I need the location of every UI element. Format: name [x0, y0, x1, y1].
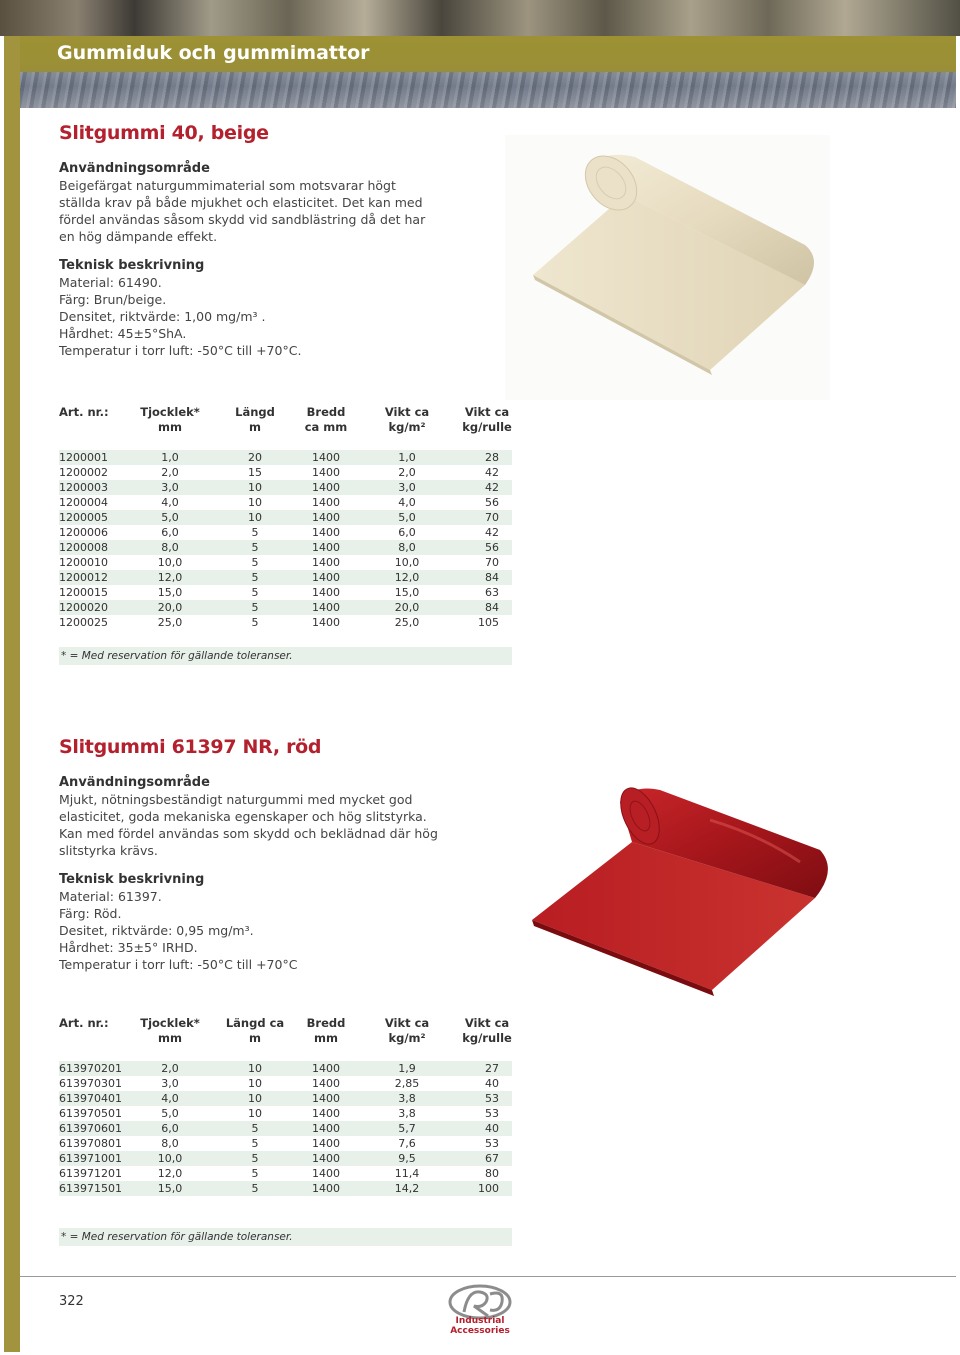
col-header: Vikt ca kg/m² — [384, 1016, 430, 1045]
tech-line: Temperatur i torr luft: -50°C till +70°C. — [59, 343, 302, 358]
table-cell: 1400 — [312, 1152, 340, 1165]
table-cell: 10,0 — [394, 556, 420, 569]
table-cell: 3,0 — [161, 481, 179, 494]
table-cell: 613971501 — [59, 1182, 122, 1195]
table-cell: 25,0 — [394, 616, 420, 629]
table-cell: 12,0 — [394, 571, 420, 584]
table-cell: 63 — [485, 586, 499, 599]
table-row — [59, 525, 512, 540]
usage-line: slitstyrka krävs. — [59, 843, 158, 858]
table-cell: 8,0 — [398, 541, 416, 554]
col-header: Vikt ca kg/rulle — [462, 405, 512, 434]
table-cell: 4,0 — [161, 1092, 179, 1105]
table-cell: 20,0 — [157, 601, 183, 614]
red-rubber-roll-photo — [520, 780, 830, 1005]
table-row — [59, 555, 512, 570]
page-number: 322 — [59, 1294, 84, 1309]
table-cell: 5 — [251, 601, 259, 614]
col-header: Längd m — [235, 405, 275, 434]
table-row — [59, 510, 512, 525]
table-cell: 3,8 — [398, 1092, 416, 1105]
usage-heading: Användningsområde — [59, 161, 210, 176]
col-header: Bredd ca mm — [304, 405, 348, 434]
table-cell: 613970301 — [59, 1077, 122, 1090]
table-cell: 84 — [485, 601, 499, 614]
tech-line: Temperatur i torr luft: -50°C till +70°C — [59, 957, 298, 972]
tech-line: Densitet, riktvärde: 1,00 mg/m³ . — [59, 309, 266, 324]
table-cell: 10 — [248, 496, 262, 509]
table-row — [59, 1076, 512, 1091]
table-cell: 1200005 — [59, 511, 108, 524]
table-cell: 5 — [251, 1182, 259, 1195]
table-cell: 10 — [248, 1077, 262, 1090]
table-cell: 10 — [248, 1062, 262, 1075]
table-row — [59, 1136, 512, 1151]
table-cell: 25,0 — [157, 616, 183, 629]
table-cell: 80 — [485, 1167, 499, 1180]
table-cell: 84 — [485, 571, 499, 584]
table-cell: 70 — [485, 511, 499, 524]
tech-line: Färg: Brun/beige. — [59, 292, 167, 307]
section-slitgummi-61397 — [59, 736, 519, 973]
table-cell: 1400 — [312, 1092, 340, 1105]
table-cell: 1200015 — [59, 586, 108, 599]
table-cell: 5 — [251, 1137, 259, 1150]
section-title: Slitgummi 61397 NR, röd — [59, 736, 322, 758]
table-header — [59, 405, 512, 439]
table-cell: 10 — [248, 511, 262, 524]
table-cell: 3,0 — [398, 481, 416, 494]
table-row — [59, 465, 512, 480]
tech-line: Hårdhet: 35±5° IRHD. — [59, 940, 198, 955]
usage-line: ställda krav på både mjukhet och elasticitet. Det kan med — [59, 195, 423, 210]
table-cell: 1400 — [312, 571, 340, 584]
table-row — [59, 1181, 512, 1196]
table-cell: 53 — [485, 1107, 499, 1120]
table-row — [59, 570, 512, 585]
table-cell: 3,8 — [398, 1107, 416, 1120]
table-cell: 1400 — [312, 541, 340, 554]
table-cell: 5 — [251, 571, 259, 584]
table-cell: 1400 — [312, 601, 340, 614]
table-cell: 1400 — [312, 481, 340, 494]
table-cell: 1200002 — [59, 466, 108, 479]
table-cell: 20 — [248, 451, 262, 464]
col-header: Vikt ca kg/rulle — [462, 1016, 512, 1045]
table-cell: 1,0 — [398, 451, 416, 464]
product-table-1 — [59, 405, 512, 629]
table-cell: 1200020 — [59, 601, 108, 614]
table-cell: 1200006 — [59, 526, 108, 539]
table-cell: 4,0 — [161, 496, 179, 509]
table-cell: 6,0 — [161, 1122, 179, 1135]
table-cell: 1400 — [312, 511, 340, 524]
table-cell: 5 — [251, 616, 259, 629]
usage-line: fördel användas såsom skydd vid sandblästring då det har — [59, 212, 426, 227]
table-row — [59, 615, 512, 630]
table-cell: 42 — [485, 526, 499, 539]
footnote: * = Med reservation för gällande toleranser. — [59, 647, 512, 665]
tech-line: Material: 61397. — [59, 889, 162, 904]
table-cell: 1400 — [312, 526, 340, 539]
table-cell: 1200004 — [59, 496, 108, 509]
table-cell: 20,0 — [394, 601, 420, 614]
table-row — [59, 585, 512, 600]
table-cell: 12,0 — [157, 571, 183, 584]
table-cell: 1200008 — [59, 541, 108, 554]
table-cell: 53 — [485, 1137, 499, 1150]
table-cell: 11,4 — [394, 1167, 420, 1180]
table-cell: 1400 — [312, 1167, 340, 1180]
table-cell: 1400 — [312, 1077, 340, 1090]
usage-line: Beigefärgat naturgummimaterial som motsvarar högt — [59, 178, 396, 193]
section-title: Slitgummi 40, beige — [59, 122, 269, 144]
table-cell: 1400 — [312, 1182, 340, 1195]
tech-line: Hårdhet: 45±5°ShA. — [59, 326, 187, 341]
table-cell: 5 — [251, 541, 259, 554]
table-cell: 12,0 — [157, 1167, 183, 1180]
footer-divider — [20, 1276, 956, 1277]
table-cell: 613970501 — [59, 1107, 122, 1120]
table-cell: 5 — [251, 1152, 259, 1165]
table-cell: 10,0 — [157, 556, 183, 569]
table-cell: 613970401 — [59, 1092, 122, 1105]
table-cell: 5,0 — [161, 511, 179, 524]
col-header: Vikt ca kg/m² — [384, 405, 430, 434]
table-cell: 1400 — [312, 586, 340, 599]
table-cell: 613970601 — [59, 1122, 122, 1135]
table-row — [59, 1061, 512, 1076]
table-cell: 4,0 — [398, 496, 416, 509]
table-cell: 15,0 — [157, 586, 183, 599]
col-header: Art. nr.: — [59, 405, 109, 419]
table-cell: 1200012 — [59, 571, 108, 584]
table-cell: 14,2 — [394, 1182, 420, 1195]
table-row — [59, 495, 512, 510]
table-row — [59, 1106, 512, 1121]
table-cell: 56 — [485, 541, 499, 554]
table-cell: 1400 — [312, 616, 340, 629]
table-cell: 27 — [485, 1062, 499, 1075]
header-texture — [20, 72, 956, 108]
table-cell: 2,85 — [394, 1077, 420, 1090]
table-cell: 15,0 — [394, 586, 420, 599]
table-row — [59, 1151, 512, 1166]
table-cell: 1200025 — [59, 616, 108, 629]
table-cell: 40 — [485, 1077, 499, 1090]
table-cell: 10,0 — [157, 1152, 183, 1165]
col-header: Tjocklek* mm — [140, 1016, 200, 1045]
page-header-title: Gummiduk och gummimattor — [57, 42, 370, 64]
table-cell: 42 — [485, 481, 499, 494]
table-cell: 8,0 — [161, 541, 179, 554]
table-row — [59, 1091, 512, 1106]
table-row — [59, 480, 512, 495]
table-cell: 613971201 — [59, 1167, 122, 1180]
table-cell: 1400 — [312, 1107, 340, 1120]
footnote: * = Med reservation för gällande toleranser. — [59, 1228, 512, 1246]
table-cell: 1200003 — [59, 481, 108, 494]
table-cell: 15,0 — [157, 1182, 183, 1195]
table-cell: 1200010 — [59, 556, 108, 569]
table-cell: 42 — [485, 466, 499, 479]
tech-line: Färg: Röd. — [59, 906, 122, 921]
table-cell: 10 — [248, 481, 262, 494]
table-cell: 6,0 — [161, 526, 179, 539]
table-cell: 2,0 — [161, 466, 179, 479]
table-cell: 100 — [478, 1182, 499, 1195]
table-cell: 1400 — [312, 496, 340, 509]
table-cell: 53 — [485, 1092, 499, 1105]
table-cell: 5 — [251, 586, 259, 599]
table-cell: 1400 — [312, 556, 340, 569]
table-body — [59, 450, 512, 630]
table-row — [59, 540, 512, 555]
col-header: Längd ca m — [225, 1016, 285, 1045]
table-cell: 5 — [251, 556, 259, 569]
product-table-2 — [59, 1016, 512, 1195]
table-row — [59, 600, 512, 615]
table-cell: 9,5 — [398, 1152, 416, 1165]
table-cell: 5 — [251, 1167, 259, 1180]
table-cell: 6,0 — [398, 526, 416, 539]
table-cell: 10 — [248, 1107, 262, 1120]
table-cell: 1400 — [312, 1122, 340, 1135]
table-cell: 3,0 — [161, 1077, 179, 1090]
table-cell: 40 — [485, 1122, 499, 1135]
table-cell: 5,0 — [161, 1107, 179, 1120]
tech-heading: Teknisk beskrivning — [59, 872, 205, 887]
table-cell: 2,0 — [398, 466, 416, 479]
usage-heading: Användningsområde — [59, 775, 210, 790]
table-cell: 1400 — [312, 1062, 340, 1075]
tech-line: Desitet, riktvärde: 0,95 mg/m³. — [59, 923, 254, 938]
table-cell: 5,7 — [398, 1122, 416, 1135]
table-cell: 67 — [485, 1152, 499, 1165]
table-row — [59, 450, 512, 465]
col-header: Tjocklek* mm — [140, 405, 200, 434]
table-row — [59, 1166, 512, 1181]
table-cell: 105 — [478, 616, 499, 629]
table-cell: 70 — [485, 556, 499, 569]
tech-heading: Teknisk beskrivning — [59, 258, 205, 273]
usage-line: Kan med fördel användas som skydd och beklädnad där hög — [59, 826, 438, 841]
usage-line: Mjukt, nötningsbeständigt naturgummi med mycket god — [59, 792, 413, 807]
col-header: Bredd mm — [306, 1016, 346, 1045]
tech-line: Material: 61490. — [59, 275, 162, 290]
table-cell: 613971001 — [59, 1152, 122, 1165]
beige-rubber-roll-photo — [505, 135, 830, 400]
table-cell: 2,0 — [161, 1062, 179, 1075]
table-cell: 8,0 — [161, 1137, 179, 1150]
usage-line: en hög dämpande effekt. — [59, 229, 218, 244]
table-cell: 1,9 — [398, 1062, 416, 1075]
logo-text: Industrial Accessories — [450, 1316, 510, 1336]
table-cell: 5,0 — [398, 511, 416, 524]
table-cell: 613970801 — [59, 1137, 122, 1150]
table-cell: 7,6 — [398, 1137, 416, 1150]
table-cell: 613970201 — [59, 1062, 122, 1075]
table-cell: 56 — [485, 496, 499, 509]
table-cell: 28 — [485, 451, 499, 464]
col-header: Art. nr.: — [59, 1016, 109, 1030]
usage-line: elasticitet, goda mekaniska egenskaper och hög slitstyrka. — [59, 809, 427, 824]
table-cell: 15 — [248, 466, 262, 479]
table-cell: 1,0 — [161, 451, 179, 464]
table-cell: 5 — [251, 526, 259, 539]
section-slitgummi-40 — [59, 122, 519, 359]
top-texture-strip — [0, 0, 960, 36]
table-cell: 10 — [248, 1092, 262, 1105]
table-cell: 1400 — [312, 466, 340, 479]
table-body — [59, 1061, 512, 1196]
left-gold-bar — [4, 36, 20, 1352]
table-cell: 1400 — [312, 1137, 340, 1150]
table-row — [59, 1121, 512, 1136]
table-cell: 5 — [251, 1122, 259, 1135]
table-cell: 1400 — [312, 451, 340, 464]
table-header — [59, 1016, 512, 1050]
table-cell: 1200001 — [59, 451, 108, 464]
